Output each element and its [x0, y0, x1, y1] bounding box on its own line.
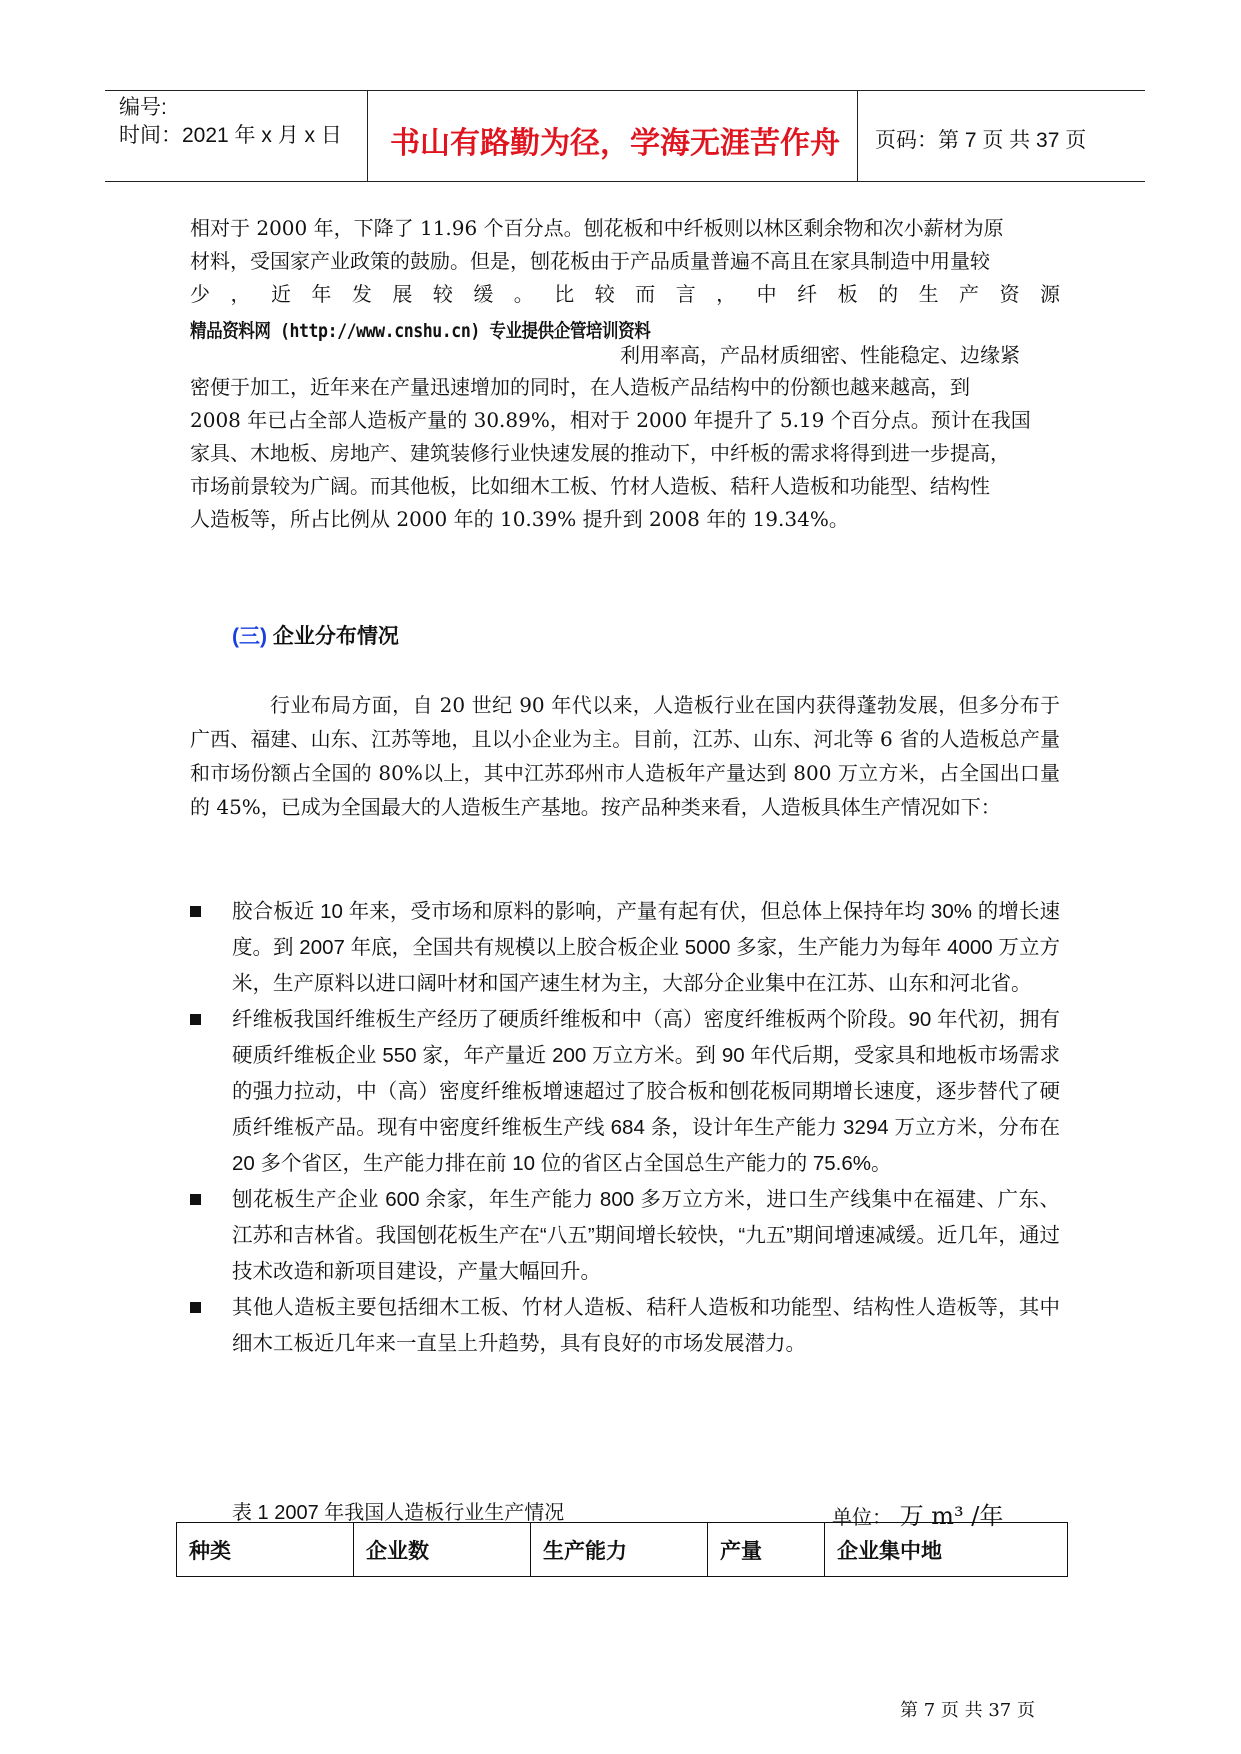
paragraph-text: 行业布局方面，自 20 世纪 90 年代以来，人造板行业在国内获得蓬勃发展，但多分布于广西、福建、山东、江苏等地，且以小企业为主。目前，江苏、山东、河北等 6 省的人造板总产量和市场份额占全国的 80%以上，其中江苏邳州市人造板年产量达到 800 万立方米，占全国出口量的 45%，已成为全国最大的人造板生产基地。按产品种类来看，人造板具体生产情况如下：: [190, 693, 1060, 819]
list-item: [190, 1290, 1060, 1362]
list-item-text: 纤维板我国纤维板生产经历了硬质纤维板和中（高）密度纤维板两个阶段。90 年代初，拥有硬质纤维板企业 550 家，年产量近 200 万立方米。到 90 年代后期，受家具和地板市场需求的强力拉动，中（高）密度纤维板增速超过了胶合板和刨花板同期增长速度，逐步替代了硬质纤维板产品。现有中密度纤维板生产线 684 条，设计年生产能力 3294 万立方米，分布在 20 多个省区，生产能力排在前 10 位的省区占全国总生产能力的 75.6%。: [232, 1008, 1060, 1175]
text-line: 家具、木地板、房地产、建筑装修行业快速发展的推动下，中纤板的需求将得到进一步提高，: [190, 441, 1010, 465]
text-line: 材料，受国家产业政策的鼓励。但是，刨花板由于产品质量普遍不高且在家具制造中用量较: [190, 249, 990, 273]
list-item-text: 其他人造板主要包括细木工板、竹材人造板、秸秆人造板和功能型、结构性人造板等，其中细木工板近几年来一直呈上升趋势，具有良好的市场发展潜力。: [232, 1296, 1060, 1355]
header-divider: [857, 90, 858, 182]
text-line: 人造板等，所占比例从 2000 年的 10.39% 提升到 2008 年的 19.34%。: [190, 507, 849, 531]
list-item: [190, 894, 1060, 1002]
table-header-cell: 种类: [177, 1523, 354, 1577]
header-meta: [119, 94, 342, 150]
header-motto: 书山有路勤为径，学海无涯苦作舟: [390, 126, 840, 161]
watermark-line: [190, 311, 1060, 371]
body-paragraph: [190, 212, 1060, 536]
table-header-cell: 企业数: [354, 1523, 531, 1577]
header-bottom-rule: [105, 181, 1145, 182]
text-line: 少 ， 近 年 发 展 较 缓 。 比 较 而 言 ， 中 纤 板 的 生 产 资 源: [190, 282, 1060, 306]
square-bullet-icon: [190, 1302, 201, 1313]
text-line: 市场前景较为广阔。而其他板，比如细木工板、竹材人造板、秸秆人造板和功能型、结构性: [190, 474, 990, 498]
table-caption: 表 1 2007 年我国人造板行业生产情况: [232, 1502, 565, 1524]
list-item-text: 胶合板近 10 年来，受市场和原料的影响，产量有起有伏，但总体上保持年均 30% 的增长速度。到 2007 年底，全国共有规模以上胶合板企业 5000 多家，生产能力为每年 4000 万立方米，生产原料以进口阔叶材和国产速生材为主，大部分企业集中在江苏、山东和河北省。: [232, 900, 1060, 995]
section-number: (三): [232, 625, 267, 648]
header-page-number: 页码：第 7 页 共 37 页: [875, 129, 1087, 152]
watermark-text: 精品资料网 (http://www.cnshu.cn) 专业提供企管培训资料: [190, 320, 651, 342]
list-item-text: 刨花板生产企业 600 余家，年生产能力 800 多万立方米，进口生产线集中在福建、广东、江苏和吉林省。我国刨花板生产在“八五”期间增长较快，“九五”期间增速减缓。近几年，通过技术改造和新项目建设，产量大幅回升。: [232, 1188, 1060, 1283]
section-title: 企业分布情况: [267, 625, 399, 648]
header-divider: [367, 90, 368, 182]
header-top-rule: [105, 90, 1145, 91]
table-header-cell: 企业集中地: [825, 1523, 1068, 1577]
document-time: 时间：2021 年 x 月 x 日: [119, 124, 342, 147]
page-footer: 第 7 页 共 37 页: [900, 1700, 1035, 1721]
production-table: [176, 1522, 1068, 1577]
list-item: [190, 1002, 1060, 1182]
section-paragraph: [190, 688, 1060, 824]
square-bullet-icon: [190, 906, 201, 917]
document-number: 编号:: [119, 96, 167, 119]
unit-label: 单位：: [832, 1507, 892, 1529]
text-line: 2008 年已占全部人造板产量的 30.89%，相对于 2000 年提升了 5.19 个百分点。预计在我国: [190, 408, 1031, 432]
list-item: [190, 1182, 1060, 1290]
square-bullet-icon: [190, 1194, 201, 1205]
table-header-cell: 产量: [708, 1523, 825, 1577]
text-line: 相对于 2000 年，下降了 11.96 个百分点。刨花板和中纤板则以林区剩余物和次小薪材为原: [190, 216, 1004, 240]
table-header-cell: 生产能力: [531, 1523, 708, 1577]
text-line: 利用率高，产品材质细密、性能稳定、边缘紧: [620, 343, 1020, 367]
unit-value: 万 m³ /年: [892, 1502, 1004, 1530]
section-heading: [232, 620, 399, 650]
bullet-list: [190, 894, 1060, 1362]
document-header: [105, 90, 1145, 182]
text-line: 密便于加工，近年来在产量迅速增加的同时，在人造板产品结构中的份额也越来越高，到: [190, 375, 970, 399]
square-bullet-icon: [190, 1014, 201, 1025]
table-header-row: [177, 1523, 1068, 1577]
